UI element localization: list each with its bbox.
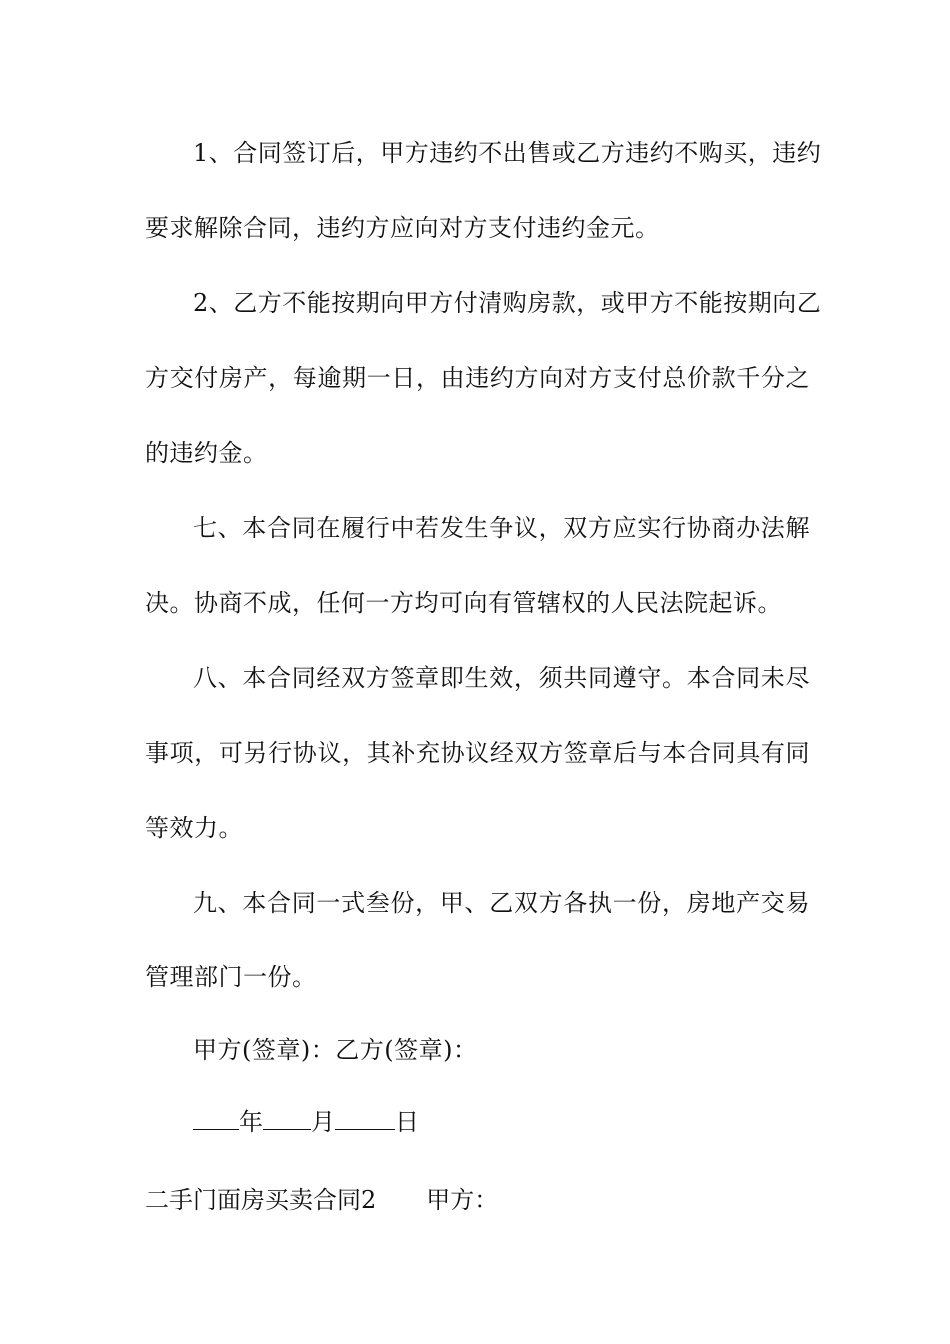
paragraph-2-line-2: 方交付房产，每逾期一日，由违约方向对方支付总价款千分之 bbox=[145, 364, 810, 392]
next-contract-title: 二手门面房买卖合同2 bbox=[145, 1186, 377, 1214]
signature-line: 甲方(签章)：乙方(签章)： bbox=[193, 1036, 478, 1064]
paragraph-5-line-2: 管理部门一份。 bbox=[145, 963, 317, 991]
date-line bbox=[193, 1106, 419, 1138]
paragraph-2-line-3: 的违约金。 bbox=[145, 439, 268, 467]
paragraph-4-line-1: 八、本合同经双方签章即生效，须共同遵守。本合同未尽 bbox=[193, 664, 810, 692]
next-contract-party: 甲方： bbox=[426, 1186, 499, 1214]
paragraph-4-line-2: 事项，可另行协议，其补充协议经双方签章后与本合同具有同 bbox=[145, 739, 810, 767]
paragraph-1-line-2: 要求解除合同，违约方应向对方支付违约金元。 bbox=[145, 214, 660, 242]
paragraph-5-line-1: 九、本合同一式叁份，甲、乙双方各执一份，房地产交易 bbox=[193, 889, 810, 917]
paragraph-4-line-3: 等效力。 bbox=[145, 814, 243, 842]
month-label: 月 bbox=[311, 1108, 335, 1136]
paragraph-2-line-1: 2、乙方不能按期向甲方付清购房款，或甲方不能按期向乙 bbox=[193, 289, 822, 317]
paragraph-3-line-1: 七、本合同在履行中若发生争议，双方应实行协商办法解 bbox=[193, 514, 810, 542]
day-label: 日 bbox=[395, 1108, 419, 1136]
paragraph-1-line-1: 1、合同签订后，甲方违约不出售或乙方违约不购买，违约 bbox=[193, 139, 822, 167]
next-contract-heading bbox=[145, 1184, 498, 1216]
month-blank bbox=[263, 1107, 311, 1130]
day-blank bbox=[335, 1107, 395, 1130]
year-blank bbox=[193, 1107, 239, 1130]
paragraph-3-line-2: 决。协商不成，任何一方均可向有管辖权的人民法院起诉。 bbox=[145, 589, 782, 617]
year-label: 年 bbox=[239, 1108, 263, 1136]
